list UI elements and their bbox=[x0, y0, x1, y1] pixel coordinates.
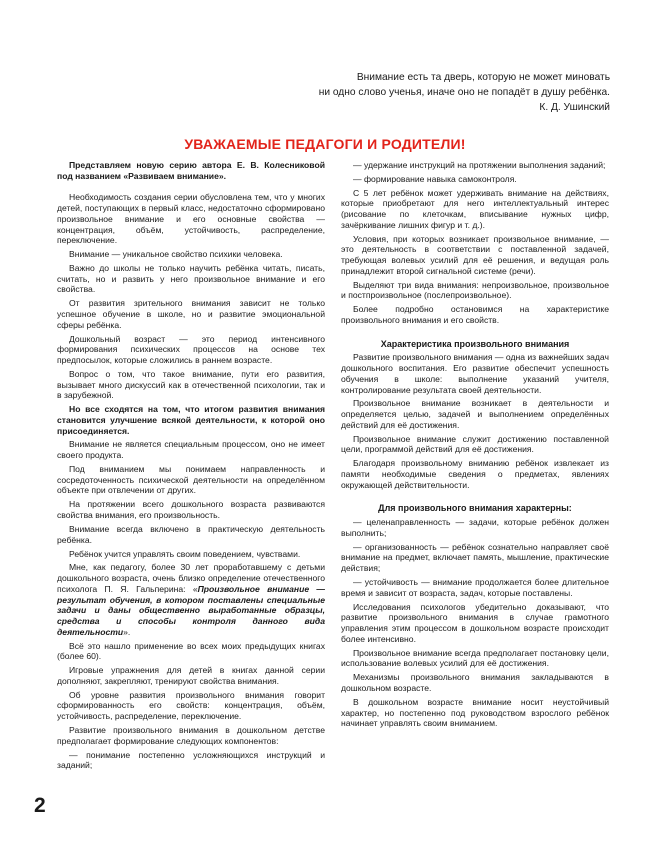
list-item: — удержание инструкций на протяжении выполнения заданий; bbox=[353, 160, 606, 170]
epigraph bbox=[190, 70, 610, 115]
list-item: — формирование навыка самоконтроля. bbox=[353, 173, 517, 184]
right-column bbox=[341, 160, 609, 732]
paragraph: Внимание всегда включено в практическую деятельность ребёнка. bbox=[57, 523, 325, 545]
epigraph-line-1: Внимание есть та дверь, которую не может миновать bbox=[356, 72, 610, 83]
page-number: 2 bbox=[34, 794, 46, 817]
paragraph: С 5 лет ребёнок может удерживать внимание на действиях, которые приобретают для него интеллектуальный интерес (рисование по клеточкам, вписывание нужных цифр, зачёркивание лишних фигур и т. д.). bbox=[341, 187, 609, 230]
quote-paragraph bbox=[57, 562, 325, 637]
paragraph: Произвольное внимание всегда предполагает постановку цели, использование волевых усилий для её достижения. bbox=[341, 647, 609, 669]
paragraph: Игровые упражнения для детей в книгах данной серии дополняют, закрепляют, тренируют свойства внимания. bbox=[57, 665, 325, 686]
paragraph: Произвольное внимание возникает в деятельности и определяется целью, задачей и выполнением определённых действий для её достижения. bbox=[341, 398, 609, 430]
paragraph: Под вниманием мы понимаем направленность и сосредоточенность психической деятельности на определённом объекте при отвлечении от других. bbox=[57, 464, 325, 496]
paragraph: Условия, при которых возникает произвольное внимание, — это деятельность в соответствии с поставленной задачей, требующая волевых усилий для её решения, и ведущая роль принадлежит второй сигнальной системе (речи). bbox=[341, 233, 609, 276]
paragraph: От развития зрительного внимания зависит не только успешное обучение в школе, но и развитие эмоциональной сферы ребёнка. bbox=[57, 298, 325, 330]
paragraph: Внимание — уникальное свойство психики человека. bbox=[69, 249, 283, 260]
epigraph-author: К. Д. Ушинский bbox=[539, 102, 610, 113]
page-heading: УВАЖАЕМЫЕ ПЕДАГОГИ И РОДИТЕЛИ! bbox=[184, 136, 466, 152]
galperin-quote: Произвольное внимание — результат обучения, в котором поставлены специальные задачи и даны общественно выработанные образцы, средства и способы контроля данного вида деятельности bbox=[57, 583, 325, 637]
paragraph: Выделяют три вида внимания: непроизвольное, произвольное и постпроизвольное (послепроизвольное). bbox=[341, 279, 609, 301]
bold-paragraph: Но все сходятся на том, что итогом развития внимания становится улучшение всякой деятельности, к которой оно присоединяется. bbox=[57, 404, 325, 436]
paragraph: Внимание не является специальным процессом, оно не имеет своего продукта. bbox=[57, 439, 325, 461]
left-column bbox=[57, 160, 325, 774]
paragraph: Более подробно остановимся на характеристике произвольного внимания и его свойств. bbox=[341, 304, 609, 326]
paragraph: На протяжении всего дошкольного возраста развиваются свойства внимания, его произвольность. bbox=[57, 499, 325, 521]
paragraph: Произвольное внимание служит достижению поставленной цели, программой действий для её достижения. bbox=[341, 433, 609, 455]
paragraph: Механизмы произвольного внимания закладываются в дошкольном возрасте. bbox=[341, 672, 609, 693]
quote-end: ». bbox=[123, 626, 131, 637]
paragraph: В дошкольном возрасте внимание носит неустойчивый характер, но постепенно под руководством взрослого ребёнок начинает управлять своим вниманием. bbox=[341, 696, 609, 729]
paragraph: Необходимость создания серии обусловлена тем, что у многих детей, поступающих в первый класс, недостаточно сформировано произвольное внимание и его основные свойства — концентрация, объём, устойчивость, распределение, переключение. bbox=[57, 192, 325, 246]
list-item: — целенаправленность — задачи, которые ребёнок должен выполнить; bbox=[341, 517, 609, 538]
paragraph: Исследования психологов убедительно доказывают, что развитие произвольного внимания в случае грамотного управления этим процессом в дошкольном возрасте происходит более интенсивно. bbox=[341, 601, 609, 644]
paragraph: Важно до школы не только научить ребёнка читать, писать, считать, но и развить у него произвольное внимание и его свойства. bbox=[57, 263, 325, 295]
paragraph: Об уровне развития произвольного внимания говорит сформированность его свойств: концентрация, объём, устойчивость, распределение, переключение. bbox=[57, 689, 325, 722]
paragraph: Всё это нашло применение во всех моих предыдущих книгах (более 60). bbox=[57, 640, 325, 662]
paragraph: Вопрос о том, что такое внимание, пути его развития, вызывает много дискуссий как в отечественной психологии, так и в зарубежной. bbox=[57, 368, 325, 401]
list-item: — устойчивость — внимание продолжается более длительное время и зависит от возраста, задач, которые поставлены. bbox=[341, 577, 609, 598]
epigraph-line-2: ни одно слово ученья, иначе оно не попадёт в душу ребёнка. bbox=[318, 87, 610, 98]
lead-paragraph: Представляем новую серию автора Е. В. Колесниковой под названием «Развиваем внимание». bbox=[57, 160, 325, 181]
subheading-features: Для произвольного внимания характерны: bbox=[378, 503, 572, 514]
paragraph: Развитие произвольного внимания — одна из важнейших задач дошкольного воспитания. Его развитие обеспечит успешность обучения в школе: выполнение указаний учителя, контролирование результата своей деятельности. bbox=[341, 352, 609, 395]
list-item: — организованность — ребёнок сознательно направляет своё внимание на предмет, включает память, мышление, практические действия; bbox=[341, 541, 609, 574]
list-item: — понимание постепенно усложняющихся инструкций и заданий; bbox=[57, 749, 325, 771]
paragraph: Благодаря произвольному вниманию ребёнок извлекает из памяти необходимые сведения о предметах, явлениях окружающей действительности. bbox=[341, 458, 609, 490]
paragraph: Дошкольный возраст — это период интенсивного формирования психических процессов на основе тех предпосылок, которые сложились в раннем возрасте. bbox=[57, 333, 325, 365]
paragraph: Развитие произвольного внимания в дошкольном детстве предполагает формирование следующих компонентов: bbox=[57, 725, 325, 746]
paragraph: Ребёнок учится управлять своим поведением, чувствами. bbox=[69, 548, 301, 559]
quote-intro: Мне, как педагогу, более 30 лет проработавшему с детьми дошкольного возраста, очень близко определение отечественного психолога П. Я. Гальперина: « bbox=[57, 562, 325, 594]
subheading-characteristics: Характеристика произвольного внимания bbox=[380, 338, 570, 349]
